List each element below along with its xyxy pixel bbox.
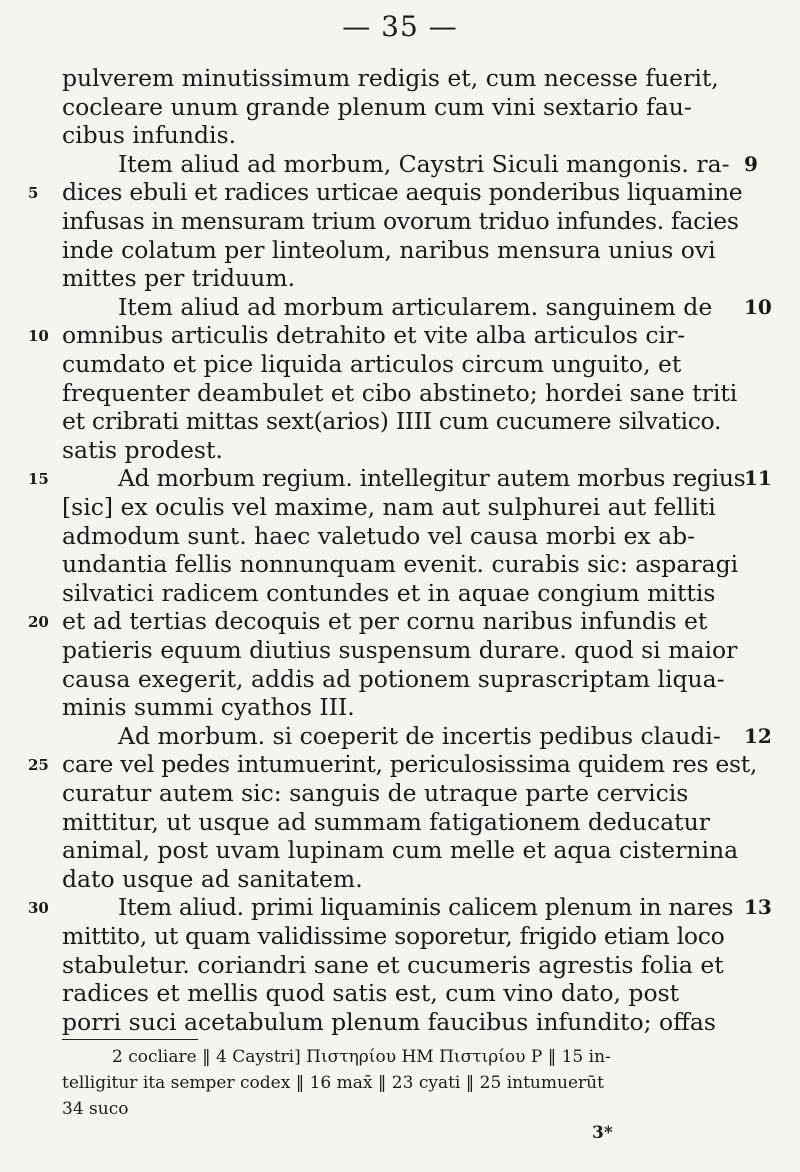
text-line: dato usque ad sanitatem. — [62, 864, 363, 893]
text-line: curatur autem sic: sanguis de utraque parte cervicis — [62, 779, 689, 807]
text-line: pulverem minutissimum redigis et, cum necesse fuerit, — [62, 64, 719, 92]
footnote-line: telligitur ita semper codex ‖ 16 max̄ ‖ 23 cyati ‖ 25 intumuerūt — [62, 1073, 604, 1093]
text-line: mittes per triduum. — [62, 264, 296, 293]
text-line: [sic] ex oculis vel maxime, nam aut sulphurei aut felliti — [62, 493, 716, 521]
text-line: patieris equum diutius suspensum durare. quod si maior — [62, 636, 738, 664]
text-line: stabuletur. coriandri sane et cucumeris agrestis folia et — [62, 950, 724, 979]
text-line: infusas in mensuram trium ovorum triduo infundes. facies — [62, 207, 739, 235]
text-line: Ad morbum regium. intellegitur autem morbus regius — [118, 464, 746, 493]
text-line: cocleare unum grande plenum cum vini sextario fau- — [62, 92, 692, 121]
text-line: mittitur, ut usque ad summam fatigationem deducatur — [62, 807, 710, 836]
footnote-line: 2 cocliare ‖ 4 Caystri] Πιστηρίου HM Πιστιρίου P ‖ 15 in- — [112, 1047, 611, 1067]
line-number: 20 — [28, 613, 49, 632]
line-number: 25 — [28, 756, 49, 775]
text-line: mittito, ut quam validissime soporetur, frigido etiam loco — [62, 922, 725, 950]
text-line: frequenter deambulet et cibo abstineto; hordei sane triti — [62, 378, 738, 407]
text-line: cibus infundis. — [62, 121, 237, 150]
text-line: causa exegerit, addis ad potionem suprascriptam liqua- — [62, 664, 725, 693]
line-number: 10 — [28, 327, 49, 346]
text-line: cumdato et pice liquida articulos circum unguito, et — [62, 350, 682, 378]
section-number: 12 — [744, 723, 772, 748]
page-number: — 35 — — [342, 10, 458, 43]
text-line: et ad tertias decoquis et per cornu naribus infundis et — [62, 607, 708, 636]
section-number: 10 — [744, 294, 772, 319]
text-line: care vel pedes intumuerint, periculosissima quidem res est, — [62, 750, 758, 779]
text-line: minis summi cyathos III. — [62, 693, 355, 722]
line-number: 15 — [28, 470, 49, 489]
text-line: dices ebuli et radices urticae aequis ponderibus liquamine — [62, 178, 743, 207]
signature-mark: 3* — [592, 1123, 613, 1143]
section-number: 9 — [744, 151, 758, 176]
text-line: Ad morbum. si coeperit de incertis pedibus claudi- — [118, 721, 721, 750]
section-number: 11 — [744, 466, 772, 491]
text-line: inde colatum per linteolum, naribus mensura unius ovi — [62, 235, 716, 264]
text-line: silvatici radicem contundes et in aquae congium mittis — [62, 578, 716, 607]
text-line: satis prodest. — [62, 435, 223, 464]
text-line: porri suci acetabulum plenum faucibus infundito; offas — [62, 1007, 716, 1036]
footnote-rule — [62, 1039, 198, 1040]
text-line: Item aliud ad morbum articularem. sanguinem de — [118, 292, 713, 321]
line-number: 5 — [28, 184, 39, 203]
text-line: admodum sunt. haec valetudo vel causa morbi ex ab- — [62, 521, 696, 550]
text-line: et cribrati mittas sext(arios) IIII cum cucumere silvatico. — [62, 407, 722, 436]
section-number: 13 — [744, 895, 772, 920]
line-number: 30 — [28, 899, 49, 918]
text-line: Item aliud. primi liquaminis calicem plenum in nares — [118, 893, 734, 922]
text-line: undantia fellis nonnunquam evenit. curabis sic: asparagi — [62, 550, 739, 579]
footnote-line: 34 suco — [62, 1099, 129, 1119]
text-line: Item aliud ad morbum, Caystri Siculi mangonis. ra- — [118, 149, 730, 178]
text-line: omnibus articulis detrahito et vite alba articulos cir- — [62, 321, 686, 350]
text-line: radices et mellis quod satis est, cum vino dato, post — [62, 979, 680, 1008]
text-line: animal, post uvam lupinam cum melle et aqua cisternina — [62, 836, 739, 865]
